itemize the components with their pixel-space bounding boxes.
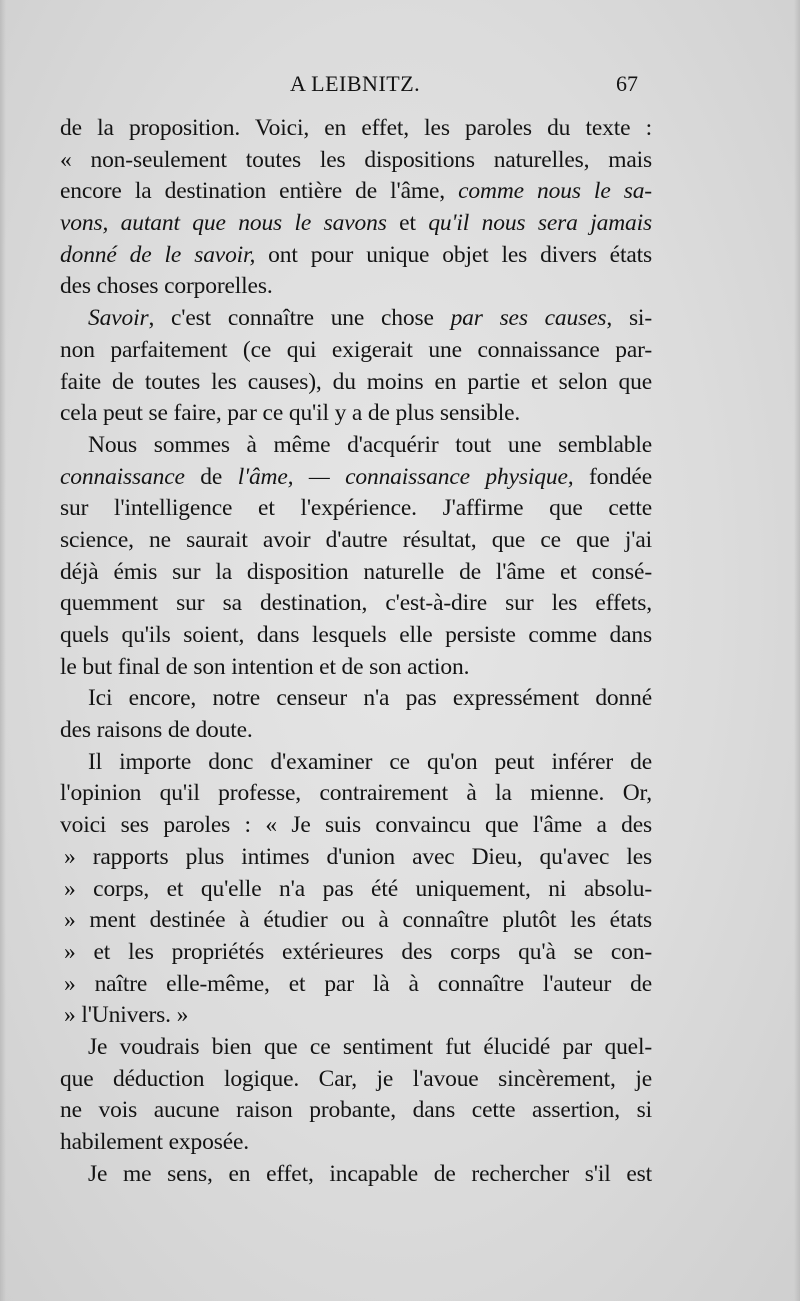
text-line: déjà émis sur la disposition naturelle de l'âme et consé- (60, 558, 652, 585)
page-edge-left (0, 0, 6, 1301)
page-edge-right (794, 0, 800, 1301)
italic-run: vons, autant que nous le savons (60, 210, 387, 237)
text-run: , si- (606, 305, 652, 332)
italic-run: connaissance (60, 463, 185, 490)
text-line: science, ne saurait avoir d'autre résultat, que ce que j'ai (60, 526, 652, 553)
text-line: voici ses paroles : « Je suis convaincu que l'âme a des (60, 812, 652, 839)
running-title: A LEIBNITZ. (290, 71, 421, 96)
text-line (60, 462, 652, 494)
text-line (60, 240, 652, 272)
text-run: encore la destination entière de l'âme, (60, 178, 459, 205)
text-run: , c'est connaître une chose (148, 305, 451, 332)
text-line: cela peut se faire, par ce qu'il y a de plus sensible. (60, 400, 521, 427)
text-line: ne vois aucune raison probante, dans cette assertion, si (60, 1097, 652, 1124)
paragraph-first-line: Je voudrais bien que ce sentiment fut élucidé par quel- (88, 1033, 652, 1060)
body-text (60, 113, 652, 1190)
page-number: 67 (616, 71, 638, 96)
text-line: l'opinion qu'il professe, contrairement à la mienne. Or, (60, 780, 652, 807)
text-line: quemment sur sa destination, c'est-à-dire sur les effets, (60, 590, 652, 617)
text-line (60, 176, 652, 208)
text-line: sur l'intelligence et l'expérience. J'affirme que cette (60, 495, 652, 522)
text-line: « non-seulement toutes les dispositions naturelles, mais (60, 146, 652, 173)
quoted-line: » corps, et qu'elle n'a pas été uniquement, ni absolu- (64, 875, 652, 902)
quoted-line: » rapports plus intimes d'union avec Dieu, qu'avec les (64, 843, 652, 870)
quoted-line: » et les propriétés extérieures des corps qu'à se con- (64, 938, 652, 965)
italic-run: Savoir (88, 305, 149, 332)
text-line: non parfaitement (ce qui exigerait une connaissance par- (60, 336, 652, 363)
paragraph-first-line: Je me sens, en effet, incapable de rechercher s'il est (88, 1160, 652, 1187)
text-line: quels qu'ils soient, dans lesquels elle persiste comme dans (60, 622, 652, 648)
paragraph-first-line (60, 303, 652, 335)
text-run: de (184, 463, 238, 490)
italic-run: qu'il nous sera jamais (428, 210, 652, 237)
text-line: que déduction logique. Car, je l'avoue sincèrement, je (60, 1065, 652, 1092)
text-run: fondée (573, 463, 652, 490)
text-line: de la proposition. Voici, en effet, les paroles du texte : (60, 115, 652, 141)
italic-run: par ses causes (450, 305, 607, 332)
text-line: faite de toutes les causes), du moins en partie et selon que (60, 368, 652, 395)
quoted-line: » naître elle-même, et par là à connaître l'auteur de (64, 970, 652, 997)
paragraph-first-line: Ici encore, notre censeur n'a pas expressément donné (88, 685, 652, 712)
text-line: le but final de son intention et de son action. (60, 653, 470, 680)
italic-run: comme nous le sa- (458, 178, 652, 205)
paragraph-first-line: Nous sommes à même d'acquérir tout une semblable (88, 431, 652, 458)
italic-run: l'âme, — connaissance physique, (237, 463, 574, 490)
text-run: ont pour unique objet les divers états (255, 241, 652, 268)
text-run: et (386, 210, 429, 237)
quoted-line: » ment destinée à étudier ou à connaître plutôt les états (64, 907, 652, 934)
italic-run: donné de le savoir, (60, 241, 256, 268)
paragraph-first-line: Il importe donc d'examiner ce qu'on peut inférer de (88, 748, 652, 775)
running-header (68, 66, 642, 102)
quoted-line: » l'Univers. » (64, 1002, 189, 1029)
text-line (60, 208, 652, 240)
text-line: des raisons de doute. (60, 717, 253, 744)
text-line: des choses corporelles. (60, 273, 273, 300)
text-line: habilement exposée. (60, 1129, 249, 1155)
